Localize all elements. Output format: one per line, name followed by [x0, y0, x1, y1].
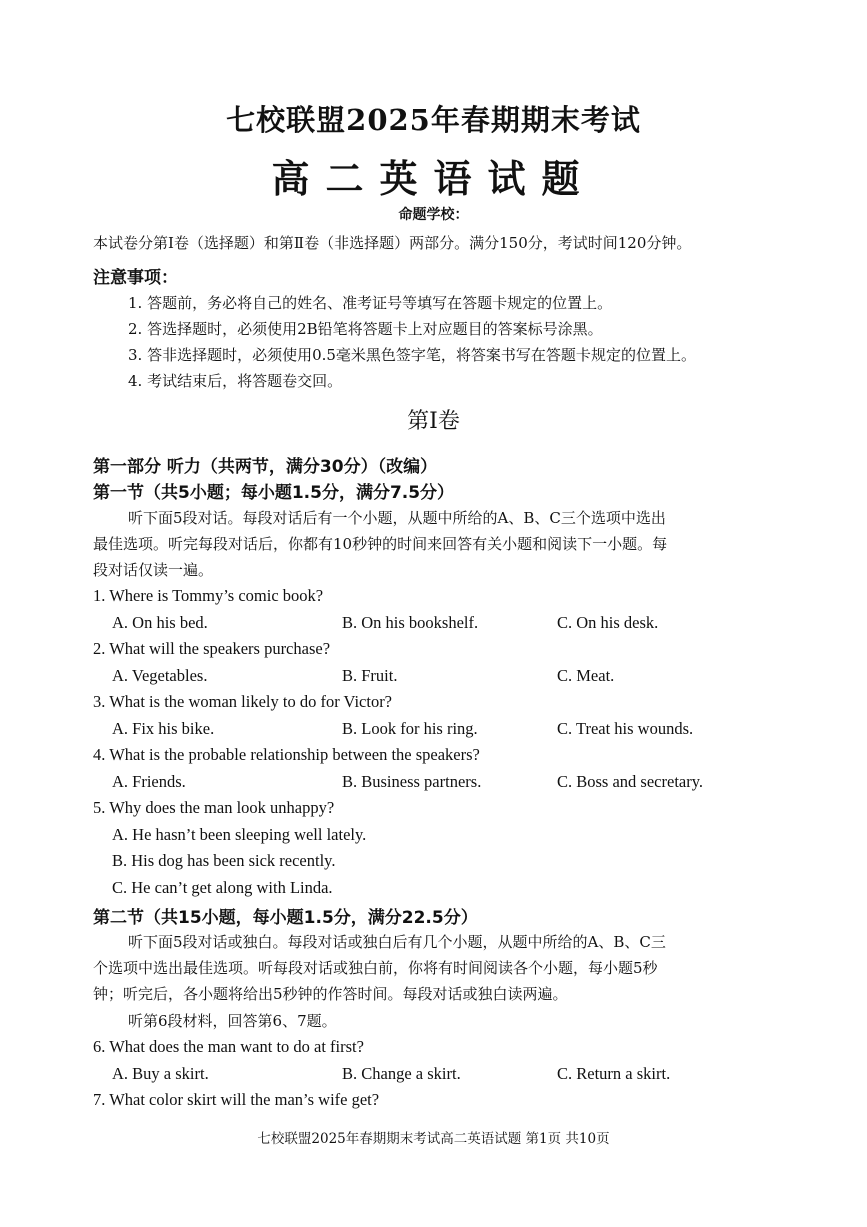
exam-subtitle: 高二英语试题: [271, 157, 596, 201]
question-text: 6. What does the man want to do at first?: [93, 1037, 364, 1056]
option-a: A. Buy a skirt.: [112, 1064, 209, 1083]
option-a: A. Fix his bike.: [112, 719, 215, 738]
section1-instruction: 听下面5段对话。每段对话后有一个小题，从题中所给的A、B、C三个选项中选出: [128, 509, 666, 527]
section2-instruction: 钟；听完后，各小题将给出5秒钟的作答时间。每段对话或独白读两遍。: [93, 985, 568, 1003]
material-note: 听第6段材料，回答第6、7题。: [128, 1012, 337, 1030]
option-b: B. Business partners.: [342, 772, 482, 791]
note-item: 4. 考试结束后，将答题卷交回。: [128, 372, 343, 390]
option-c: C. He can’t get along with Linda.: [112, 878, 333, 897]
option-a: A. Vegetables.: [112, 666, 208, 685]
volume-title: 第Ⅰ卷: [407, 409, 460, 434]
option-c: C. Return a skirt.: [557, 1064, 671, 1083]
option-c: C. Boss and secretary.: [557, 772, 704, 791]
school-label: 命题学校：: [398, 207, 469, 223]
section1-heading: 第一节（共5小题；每小题1.5分，满分7.5分）: [93, 483, 455, 503]
question-text: 1. Where is Tommy’s comic book?: [93, 586, 324, 605]
part1-heading: 第一部分 听力（共两节，满分30分）（改编）: [93, 457, 438, 477]
question-text: 7. What color skirt will the man’s wife get?: [93, 1090, 380, 1109]
intro-text: 本试卷分第Ⅰ卷（选择题）和第Ⅱ卷（非选择题）两部分。满分150分，考试时间120分钟。: [93, 234, 692, 252]
page-footer: 七校联盟2025年春期期末考试高二英语试题 第1页 共10页: [257, 1131, 610, 1147]
section2-instruction: 听下面5段对话或独白。每段对话或独白后有几个小题，从题中所给的A、B、C三: [128, 933, 666, 951]
note-item: 2. 答选择题时，必须使用2B铅笔将答题卡上对应题目的答案标号涂黑。: [128, 320, 603, 338]
question-text: 5. Why does the man look unhappy?: [93, 798, 335, 817]
option-a: A. He hasn’t been sleeping well lately.: [112, 825, 367, 844]
section2-heading: 第二节（共15小题，每小题1.5分，满分22.5分）: [93, 908, 478, 928]
option-b: B. His dog has been sick recently.: [112, 851, 336, 870]
option-a: A. Friends.: [112, 772, 186, 791]
question-text: 3. What is the woman likely to do for Victor?: [93, 692, 393, 711]
question-text: 2. What will the speakers purchase?: [93, 639, 331, 658]
section2-instruction: 个选项中选出最佳选项。听每段对话或独白前，你将有时间阅读各个小题，每小题5秒: [93, 959, 658, 977]
option-c: C. On his desk.: [557, 613, 659, 632]
option-b: B. Fruit.: [342, 666, 398, 685]
question-text: 4. What is the probable relationship between the speakers?: [93, 745, 480, 764]
option-c: C. Meat.: [557, 666, 615, 685]
option-b: B. On his bookshelf.: [342, 613, 479, 632]
exam-title: 七校联盟2025年春期期末考试: [226, 103, 641, 137]
option-c: C. Treat his wounds.: [557, 719, 694, 738]
notes-heading: 注意事项：: [93, 268, 178, 288]
note-item: 3. 答非选择题时，必须使用0.5毫米黑色签字笔，将答案书写在答题卡规定的位置上。: [128, 346, 696, 364]
section1-instruction: 段对话仅读一遍。: [93, 561, 214, 579]
note-item: 1. 答题前，务必将自己的姓名、准考证号等填写在答题卡规定的位置上。: [128, 294, 613, 312]
section1-instruction: 最佳选项。听完每段对话后，你都有10秒钟的时间来回答有关小题和阅读下一小题。每: [93, 535, 668, 553]
option-b: B. Change a skirt.: [342, 1064, 461, 1083]
option-b: B. Look for his ring.: [342, 719, 478, 738]
option-a: A. On his bed.: [112, 613, 208, 632]
